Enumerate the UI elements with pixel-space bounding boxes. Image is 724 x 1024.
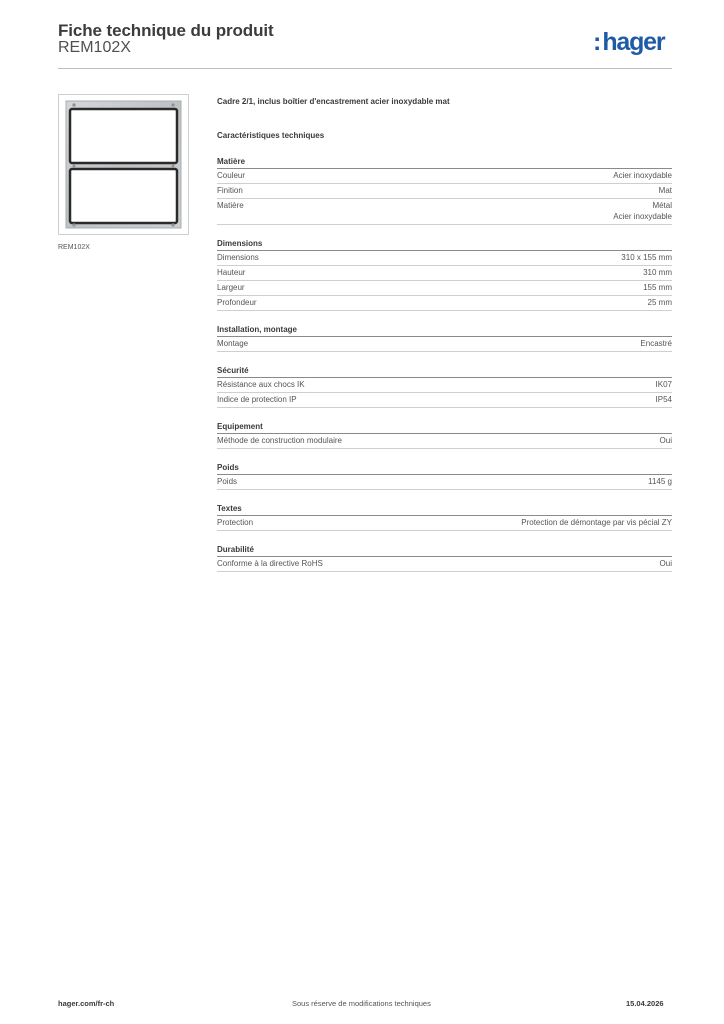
spec-label: Poids	[217, 477, 238, 486]
spec-section	[217, 462, 672, 490]
tech-characteristics-heading: Caractéristiques techniques	[217, 131, 325, 140]
spec-row	[217, 281, 672, 296]
section-title: Poids	[217, 462, 672, 475]
spec-label: Largeur	[217, 283, 245, 292]
spec-row	[217, 337, 672, 352]
spec-sections	[217, 156, 672, 572]
spec-label: Méthode de construction modulaire	[217, 436, 342, 445]
spec-value	[643, 282, 672, 293]
spec-section	[217, 503, 672, 531]
spec-value	[659, 185, 672, 196]
spec-row	[217, 378, 672, 393]
spec-value	[521, 517, 672, 528]
footer-date: 15.04.2026	[626, 999, 664, 1008]
spec-section	[217, 238, 672, 311]
spec-section	[217, 544, 672, 572]
spec-section	[217, 324, 672, 352]
spec-value	[648, 297, 672, 308]
spec-label: Profondeur	[217, 298, 257, 307]
screw-icon	[172, 165, 175, 168]
spec-value-line: 310 x 155 mm	[621, 253, 672, 262]
spec-label: Couleur	[217, 171, 246, 180]
spec-row	[217, 434, 672, 449]
spec-label: Montage	[217, 339, 249, 348]
spec-value-line: 310 mm	[643, 268, 672, 277]
spec-value-line: Protection de démontage par vis pécial ZY	[521, 518, 672, 527]
frame-opening-bottom-wide	[70, 169, 177, 223]
logo-mark: :	[593, 28, 602, 56]
spec-value-line: IK07	[655, 380, 672, 389]
spec-row	[217, 199, 672, 225]
screw-icon	[72, 223, 75, 226]
screw-icon	[73, 165, 76, 168]
spec-label: Finition	[217, 186, 243, 195]
product-image	[58, 94, 189, 235]
spec-value	[660, 558, 672, 569]
section-title: Dimensions	[217, 238, 672, 251]
frame-opening-top-wide	[70, 109, 177, 163]
spec-value-line: Acier inoxydable	[613, 212, 672, 221]
section-title: Textes	[217, 503, 672, 516]
spec-label: Protection	[217, 518, 254, 527]
spec-value	[643, 267, 672, 278]
screw-icon	[171, 103, 174, 106]
section-title: Durabilité	[217, 544, 672, 557]
spec-row	[217, 516, 672, 531]
spec-content	[217, 96, 672, 572]
spec-value-line: Acier inoxydable	[613, 171, 672, 180]
product-code: REM102X	[58, 39, 131, 56]
spec-value-line: 1145 g	[648, 477, 672, 486]
spec-value	[640, 338, 672, 349]
spec-label: Dimensions	[217, 253, 259, 262]
spec-value	[613, 200, 672, 222]
spec-label: Matière	[217, 201, 244, 210]
product-image-caption: REM102X	[58, 244, 90, 251]
spec-value-line: Mat	[658, 186, 672, 195]
spec-section	[217, 156, 672, 225]
screw-icon	[171, 223, 174, 226]
spec-row	[217, 266, 672, 281]
spec-value-line: 25 mm	[647, 298, 672, 307]
screw-icon	[72, 103, 75, 106]
spec-value-line: IP54	[655, 395, 672, 404]
spec-label: Conforme à la directive RoHS	[217, 559, 323, 568]
spec-row	[217, 296, 672, 311]
spec-label: Résistance aux chocs IK	[217, 380, 305, 389]
footer-website-link[interactable]: hager.com/fr-ch	[58, 999, 115, 1008]
spec-value	[613, 170, 672, 181]
spec-row	[217, 475, 672, 490]
section-title: Installation, montage	[217, 324, 672, 337]
spec-row	[217, 393, 672, 408]
logo-wordmark: hager	[602, 28, 665, 56]
spec-value-line: Encastré	[640, 339, 672, 348]
spec-value-line: 155 mm	[643, 283, 672, 292]
spec-row	[217, 184, 672, 199]
spec-value	[656, 394, 672, 405]
spec-row	[217, 251, 672, 266]
spec-section	[217, 421, 672, 449]
spec-value-line: Oui	[659, 436, 672, 445]
hager-logo	[593, 27, 664, 57]
section-title: Sécurité	[217, 365, 672, 378]
spec-value-line: Métal	[652, 201, 672, 210]
page-title: Fiche technique du produit	[58, 21, 274, 40]
spec-value	[648, 476, 672, 487]
spec-value-line: Oui	[659, 559, 672, 568]
spec-section	[217, 365, 672, 408]
spec-value	[621, 252, 672, 263]
spec-value	[656, 379, 672, 390]
spec-value	[660, 435, 672, 446]
spec-label: Hauteur	[217, 268, 246, 277]
spec-row	[217, 557, 672, 572]
footer-disclaimer: Sous réserve de modifications techniques	[292, 999, 431, 1008]
product-frame-drawing	[59, 95, 188, 234]
header-divider	[58, 68, 672, 69]
section-title: Equipement	[217, 421, 672, 434]
section-title: Matière	[217, 156, 672, 169]
product-description: Cadre 2/1, inclus boîtier d'encastrement acier inoxydable mat	[217, 97, 450, 106]
spec-row	[217, 169, 672, 184]
spec-label: Indice de protection IP	[217, 395, 297, 404]
